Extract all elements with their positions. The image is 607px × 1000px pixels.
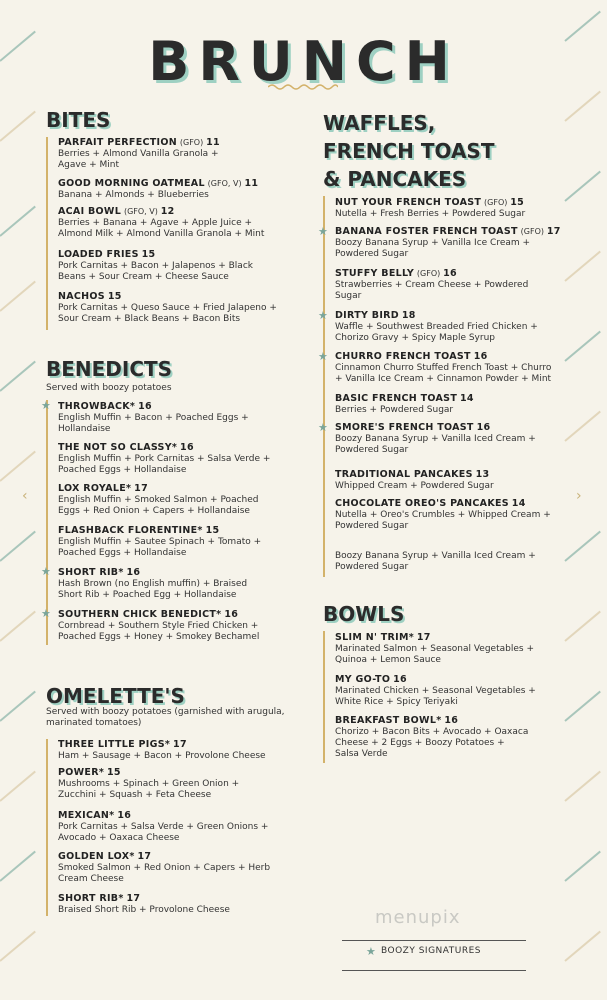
menu-item: NACHOS 15 Pork Carnitas + Queso Sauce + Fried Jalapeno + Sour Cream + Black Beans + Bacon Bits (58, 291, 277, 324)
menu-item: SOUTHERN CHICK BENEDICT* 16 Cornbread + Southern Style Fried Chicken + Poached Eggs + Honey + Smokey Bechamel (58, 609, 260, 642)
menu-item: THREE LITTLE PIGS* 17 Ham + Sausage + Bacon + Provolone Cheese (58, 739, 266, 761)
next-page-arrow-icon[interactable]: › (576, 488, 582, 504)
menu-item: POWER* 15 Mushrooms + Spinach + Green Onion + Zucchini + Squash + Feta Cheese (58, 767, 240, 800)
menu-item: TRADITIONAL PANCAKES 13 Whipped Cream + Powdered Sugar (335, 469, 494, 491)
squiggle-divider-icon (268, 83, 338, 91)
menu-item: SMORE'S FRENCH TOAST 16 Boozy Banana Syrup + Vanilla Iced Cream + Powdered Sugar (335, 422, 536, 455)
star-icon: ★ (41, 565, 51, 578)
menu-item: CHURRO FRENCH TOAST 16 Cinnamon Churro Stuffed French Toast + Churro + Vanilla Ice Cream + Cinnamon Powder + Mint (335, 351, 552, 384)
section-heading-bites: BITES (46, 108, 111, 132)
menu-item: BASIC FRENCH TOAST 14 Berries + Powdered Sugar (335, 393, 474, 415)
watermark: menupix (375, 907, 461, 928)
section-divider-bar (323, 631, 325, 763)
menu-item: ACAI BOWL (GFO, V) 12 Berries + Banana + Agave + Apple Juice + Almond Milk + Almond Vanilla Granola + Mint (58, 206, 265, 239)
menu-item: BREAKFAST BOWL* 16 Chorizo + Bacon Bits + Avocado + Oaxaca Cheese + 2 Eggs + Boozy Potatoes + Salsa Verde (335, 715, 529, 759)
section-divider-bar (46, 137, 48, 330)
section-divider-bar (323, 196, 325, 577)
section-heading-waffles: WAFFLES, FRENCH TOAST & PANCAKES (323, 111, 495, 191)
menu-item: NUT YOUR FRENCH TOAST (GFO) 15 Nutella + Fresh Berries + Powdered Sugar (335, 197, 526, 219)
section-divider-bar (46, 739, 48, 916)
star-icon: ★ (41, 399, 51, 412)
menu-item: BANANA FOSTER FRENCH TOAST (GFO) 17 Boozy Banana Syrup + Vanilla Ice Cream + Powdered Sugar (335, 226, 561, 259)
section-heading-benedicts: BENEDICTS (46, 357, 173, 381)
prev-page-arrow-icon[interactable]: ‹ (22, 488, 28, 504)
menu-item: LOX ROYALE* 17 English Muffin + Smoked Salmon + Poached Eggs + Red Onion + Capers + Hollandaise (58, 483, 259, 516)
section-heading-omelettes: OMELETTE'S (46, 684, 185, 708)
menu-item: MY GO-TO 16 Marinated Chicken + Seasonal Vegetables + White Rice + Spicy Teriyaki (335, 674, 536, 707)
menu-item: MEXICAN* 16 Pork Carnitas + Salsa Verde + Green Onions + Avocado + Oaxaca Cheese (58, 810, 269, 843)
menu-item: FLASHBACK FLORENTINE* 15 English Muffin + Sautee Spinach + Tomato + Poached Eggs + Hollandaise (58, 525, 262, 558)
menu-item: GOOD MORNING OATMEAL (GFO, V) 11 Banana + Almonds + Blueberries (58, 178, 259, 200)
menu-item: Boozy Banana Syrup + Vanilla Iced Cream + Powdered Sugar (335, 551, 536, 572)
menu-item: DIRTY BIRD 18 Waffle + Southwest Breaded Fried Chicken + Chorizo Gravy + Spicy Maple Syrup (335, 310, 538, 343)
menu-item: SHORT RIB* 17 Braised Short Rib + Provolone Cheese (58, 893, 230, 915)
star-icon: ★ (318, 309, 328, 322)
page-title: BRUNCH (148, 30, 459, 93)
menu-item: THROWBACK* 16 English Muffin + Bacon + Poached Eggs + Hollandaise (58, 401, 249, 434)
menu-item: PARFAIT PERFECTION (GFO) 11 Berries + Almond Vanilla Granola + Agave + Mint (58, 137, 220, 170)
menu-item: SLIM N' TRIM* 17 Marinated Salmon + Seasonal Vegetables + Quinoa + Lemon Sauce (335, 632, 534, 665)
menu-item: CHOCOLATE OREO'S PANCAKES 14 Nutella + Oreo's Crumbles + Whipped Cream + Powdered Sugar (335, 498, 551, 531)
legend-label: BOOZY SIGNATURES (381, 946, 481, 956)
star-icon: ★ (318, 421, 328, 434)
section-subtitle: Served with boozy potatoes (garnished with arugula, marinated tomatoes) (46, 707, 285, 728)
section-heading-bowls: BOWLS (323, 602, 405, 626)
menu-item: LOADED FRIES 15 Pork Carnitas + Bacon + Jalapenos + Black Beans + Sour Cream + Cheese Sauce (58, 249, 253, 282)
menu-item: STUFFY BELLY (GFO) 16 Strawberries + Cream Cheese + Powdered Sugar (335, 268, 529, 301)
menu-item: GOLDEN LOX* 17 Smoked Salmon + Red Onion + Capers + Herb Cream Cheese (58, 851, 271, 884)
star-icon: ★ (318, 350, 328, 363)
star-icon: ★ (41, 607, 51, 620)
section-subtitle: Served with boozy potatoes (46, 383, 172, 393)
star-icon: ★ (318, 225, 328, 238)
menu-item: THE NOT SO CLASSY* 16 English Muffin + Pork Carnitas + Salsa Verde + Poached Eggs + Hollandaise (58, 442, 271, 475)
star-icon: ★ (366, 945, 376, 958)
menu-item: SHORT RIB* 16 Hash Brown (no English muffin) + Braised Short Rib + Poached Egg + Hollandaise (58, 567, 248, 600)
